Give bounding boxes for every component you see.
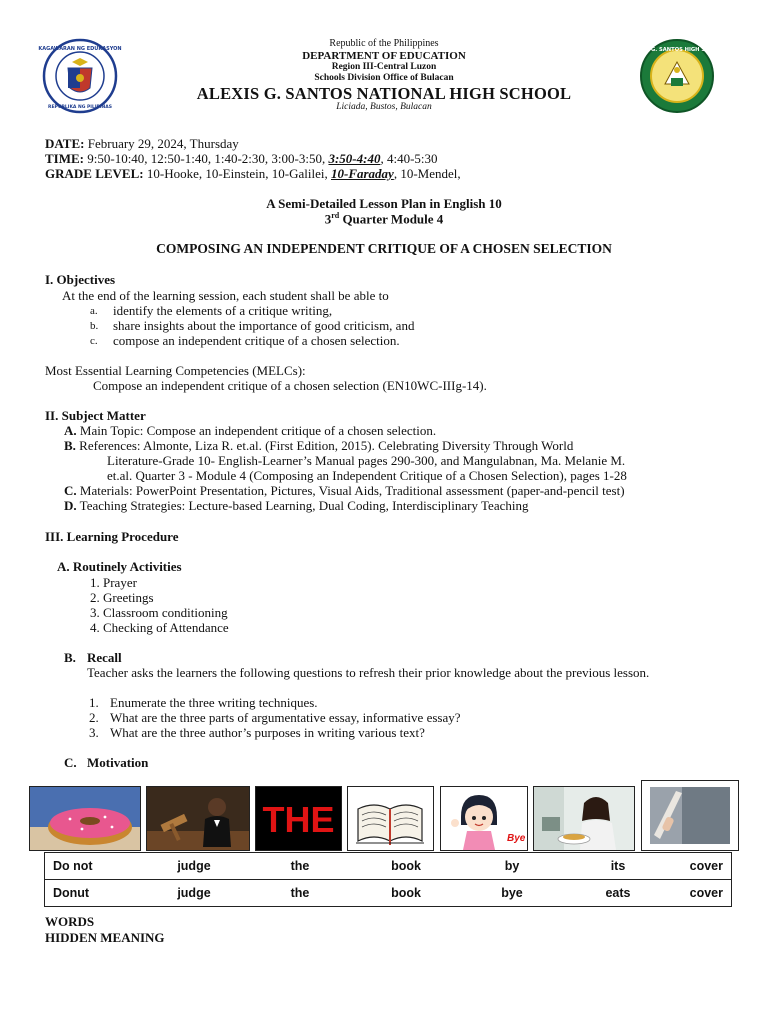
quarter-number: 3 bbox=[324, 211, 332, 227]
svg-text:THE: THE bbox=[262, 799, 335, 840]
table-cell: book bbox=[353, 880, 459, 907]
table-row-hidden bbox=[45, 880, 732, 907]
recall-marker: 1. bbox=[89, 695, 99, 710]
recall-marker: B. bbox=[64, 650, 76, 665]
quarter-rest: Quarter Module 4 bbox=[342, 211, 444, 227]
time-label: TIME: bbox=[45, 151, 84, 166]
quarter-line bbox=[0, 211, 768, 227]
references-line-2: Literature-Grade 10- English-Learner’s Manual pages 290-300, and Mangulabnan, Ma. Melanie M. bbox=[107, 453, 626, 468]
objective-marker: a. bbox=[90, 305, 98, 317]
book-image bbox=[348, 787, 433, 850]
table-cell: the bbox=[290, 859, 310, 873]
table-cell: by bbox=[504, 859, 520, 873]
school-name: ALEXIS G. SANTOS NATIONAL HIGH SCHOOL bbox=[196, 84, 572, 103]
table-cell: bye bbox=[459, 880, 565, 907]
main-topic: Main Topic: Compose an independent critique of a chosen selection. bbox=[76, 423, 437, 438]
table-cell: eats bbox=[565, 880, 671, 907]
recall-question: Enumerate the three writing techniques. bbox=[110, 695, 318, 710]
time-line bbox=[45, 151, 438, 166]
division-line: Schools Division Office of Bulacan bbox=[314, 73, 454, 83]
republic-line: Republic of the Philippines bbox=[329, 38, 439, 49]
recall-marker: 3. bbox=[89, 725, 99, 740]
objectives-intro: At the end of the learning session, each student shall be able to bbox=[62, 288, 389, 303]
cover-image bbox=[642, 781, 738, 850]
grade-value-rest: , 10-Mendel, bbox=[393, 166, 461, 181]
materials: Materials: PowerPoint Presentation, Pictures, Visual Aids, Traditional assessment (paper-and-pencil test) bbox=[79, 483, 625, 498]
procedure-heading: III. Learning Procedure bbox=[45, 529, 179, 544]
date-label: DATE: bbox=[45, 136, 85, 151]
hidden-meaning-label: HIDDEN MEANING bbox=[45, 930, 165, 945]
department-line: DEPARTMENT OF EDUCATION bbox=[302, 50, 466, 62]
objectives-heading: I. Objectives bbox=[45, 272, 116, 287]
time-value: 9:50-10:40, 12:50-1:40, 1:40-2:30, 3:00-3:50, bbox=[87, 151, 326, 166]
recall-text: Teacher asks the learners the following questions to refresh their prior knowledge about the previous lesson. bbox=[87, 665, 650, 680]
routine-item: 2. Greetings bbox=[90, 590, 154, 605]
date-value: February 29, 2024, Thursday bbox=[87, 136, 239, 151]
subject-marker-c: C. bbox=[64, 483, 77, 498]
objective-marker: b. bbox=[90, 320, 99, 332]
objective-item: share insights about the importance of good criticism, and bbox=[113, 318, 415, 333]
plan-title: A Semi-Detailed Lesson Plan in English 10 bbox=[266, 196, 502, 211]
grade-line bbox=[45, 166, 461, 181]
words-label: WORDS bbox=[45, 914, 95, 929]
quarter-suffix: rd bbox=[331, 211, 340, 220]
routine-heading: A. Routinely Activities bbox=[57, 559, 182, 574]
routine-item: 3. Classroom conditioning bbox=[90, 605, 228, 620]
references-line-1: References: Almonte, Liza R. et.al. (First Edition, 2015). Celebrating Diversity Through World bbox=[79, 438, 574, 453]
routine-item: 1. Prayer bbox=[90, 575, 137, 590]
grade-value: 10-Hooke, 10-Einstein, 10-Galilei, bbox=[146, 166, 328, 181]
objective-marker: c. bbox=[90, 335, 98, 347]
table-cell: judge bbox=[141, 880, 247, 907]
teaching-strategies: Teaching Strategies: Lecture-based Learning, Dual Coding, Interdisciplinary Teaching bbox=[79, 498, 529, 513]
eats-image bbox=[534, 787, 634, 850]
svg-text:Bye: Bye bbox=[507, 833, 526, 844]
recall-marker: 2. bbox=[89, 710, 99, 725]
bye-picture bbox=[440, 786, 528, 851]
subject-heading: II. Subject Matter bbox=[45, 408, 146, 423]
grade-highlight: 10-Faraday bbox=[331, 166, 394, 181]
time-value-rest: , 4:40-5:30 bbox=[380, 151, 438, 166]
the-image bbox=[256, 787, 341, 850]
recall-question: What are the three author’s purposes in writing various text? bbox=[110, 725, 425, 740]
cover-picture bbox=[641, 780, 739, 851]
melc-text: Compose an independent critique of a chosen selection (EN10WC-IIIg-14). bbox=[93, 378, 487, 393]
objective-item: identify the elements of a critique writing, bbox=[113, 303, 333, 318]
subject-marker-d: D. bbox=[64, 498, 77, 513]
table-cell: book bbox=[391, 859, 421, 873]
subject-marker-a: A. bbox=[64, 423, 77, 438]
svg-text:KAGAWARAN NG EDUKASYON: KAGAWARAN NG EDUKASYON bbox=[38, 46, 122, 52]
subject-item-a bbox=[64, 423, 436, 438]
donut-image bbox=[30, 787, 140, 850]
recall-heading: Recall bbox=[87, 650, 122, 665]
subject-item-c bbox=[64, 483, 625, 498]
motivation-marker: C. bbox=[64, 755, 77, 770]
the-picture bbox=[255, 786, 342, 851]
table-cell: Do not bbox=[53, 859, 93, 873]
time-highlight: 3:50-4:40 bbox=[328, 151, 381, 166]
table-cell: cover bbox=[671, 880, 732, 907]
main-title: COMPOSING AN INDEPENDENT CRITIQUE OF A CHOSEN SELECTION bbox=[156, 241, 612, 256]
table-cell: judge bbox=[177, 859, 211, 873]
table-cell: cover bbox=[689, 859, 723, 873]
references-line-3: et.al. Quarter 3 - Module 4 (Composing an Independent Critique of a Chosen Selection), pages 1-28 bbox=[107, 468, 627, 483]
region-line: Region III-Central Luzon bbox=[331, 62, 437, 72]
bye-image bbox=[441, 787, 527, 850]
motivation-heading: Motivation bbox=[87, 755, 149, 770]
school-address: Liciada, Bustos, Bulacan bbox=[336, 102, 432, 112]
donut-picture bbox=[29, 786, 141, 851]
svg-text:REPUBLIKA NG PILIPINAS: REPUBLIKA NG PILIPINAS bbox=[47, 105, 113, 110]
words-table bbox=[44, 852, 732, 907]
table-cell: the bbox=[247, 880, 353, 907]
melc-label: Most Essential Learning Competencies (MELCs): bbox=[45, 363, 306, 378]
eats-picture bbox=[533, 786, 635, 851]
subject-item-b bbox=[64, 438, 573, 453]
routine-item: 4. Checking of Attendance bbox=[90, 620, 229, 635]
grade-label: GRADE LEVEL: bbox=[45, 166, 144, 181]
objective-item: compose an independent critique of a chosen selection. bbox=[113, 333, 400, 348]
table-cell: Donut bbox=[45, 880, 142, 907]
recall-question: What are the three parts of argumentative essay, informative essay? bbox=[110, 710, 461, 725]
date-line bbox=[45, 136, 239, 151]
judge-image bbox=[147, 787, 249, 850]
judge-picture bbox=[146, 786, 250, 851]
subject-item-d bbox=[64, 498, 528, 513]
book-picture bbox=[347, 786, 434, 851]
svg-text:ALEXIS G. SANTOS HIGH SCHOOL: ALEXIS G. SANTOS HIGH SCHOOL bbox=[628, 47, 726, 53]
table-row-words bbox=[45, 853, 732, 880]
table-cell: its bbox=[610, 859, 626, 873]
subject-marker-b: B. bbox=[64, 438, 76, 453]
